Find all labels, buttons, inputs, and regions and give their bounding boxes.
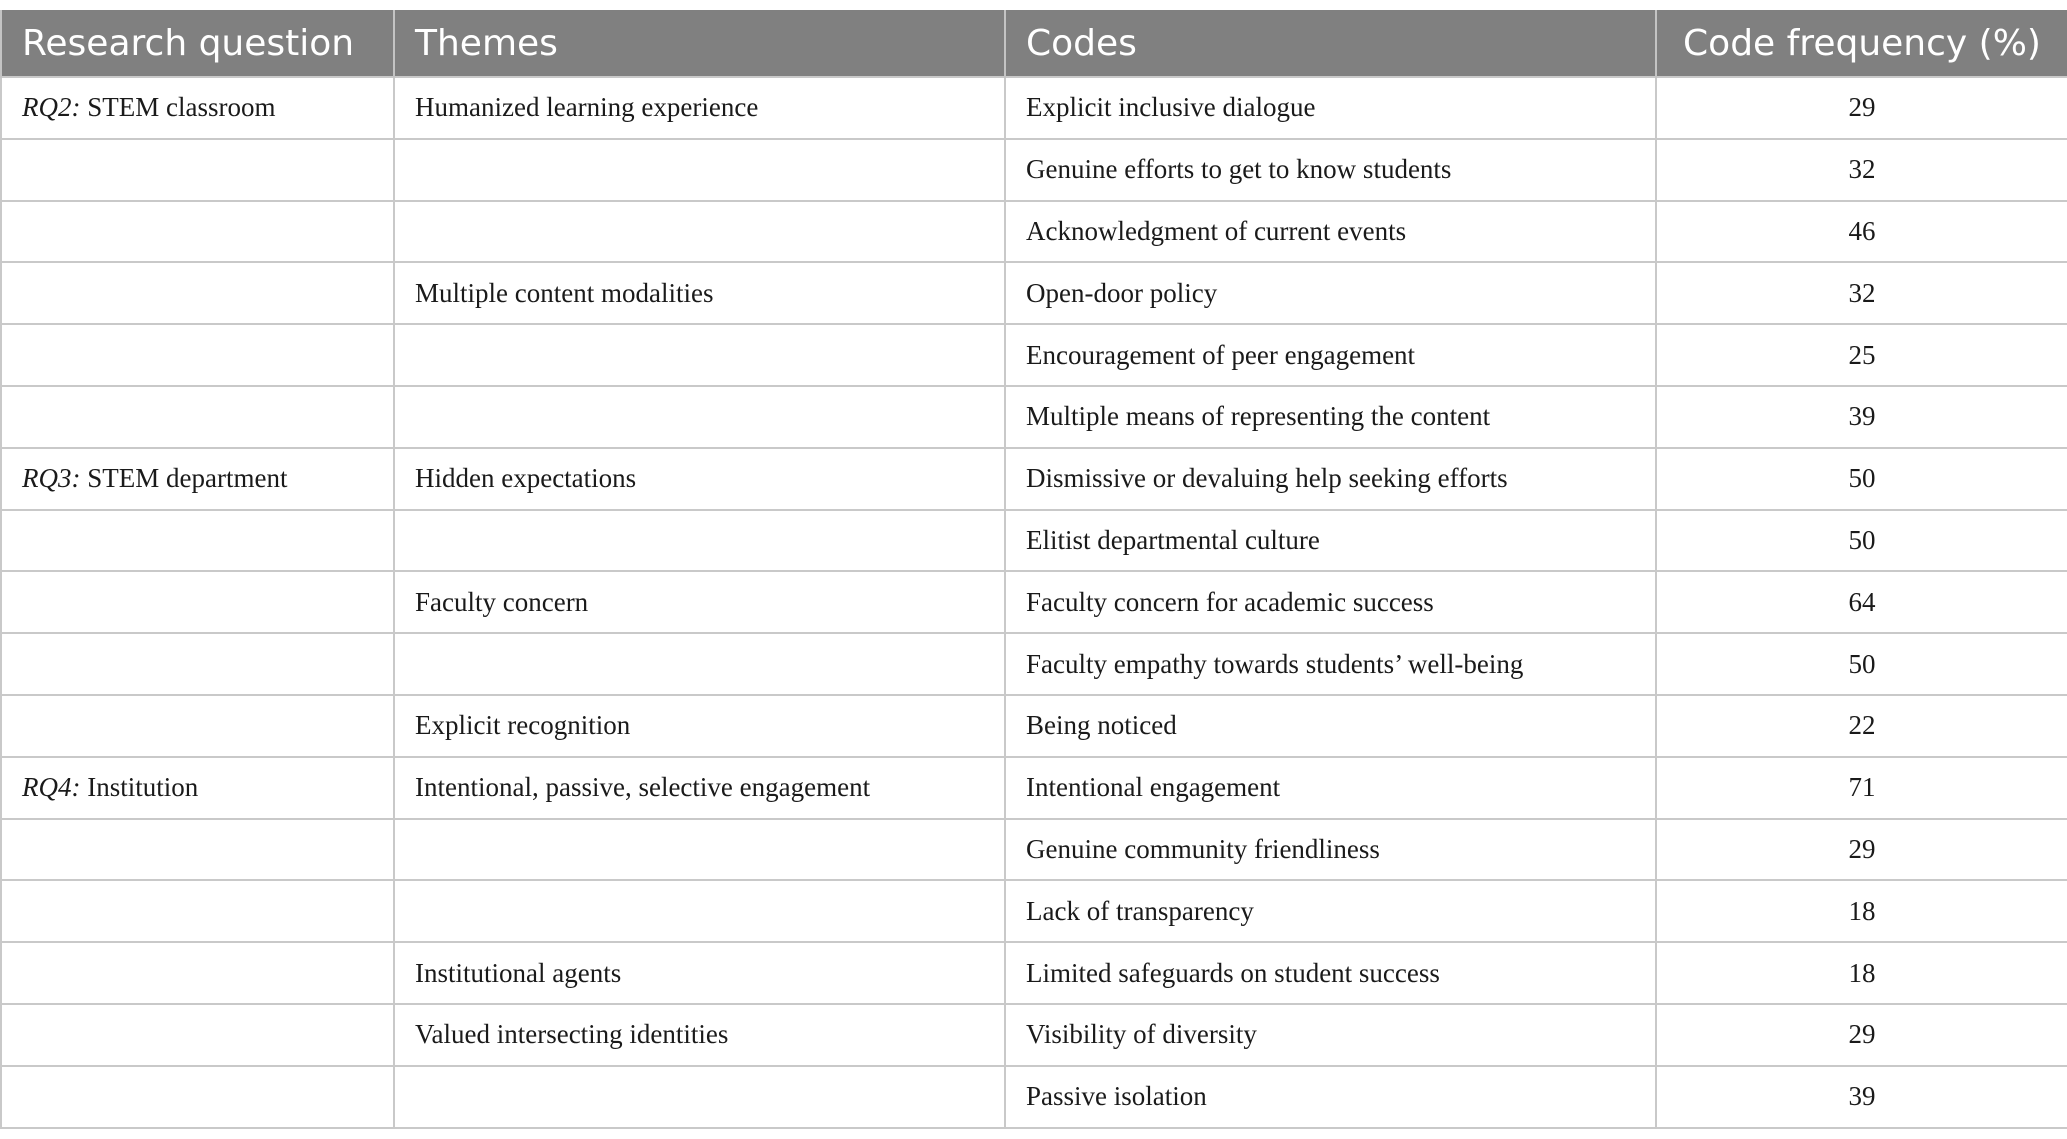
theme-cell: Valued intersecting identities <box>394 1004 1005 1066</box>
code-cell: Lack of transparency <box>1005 880 1656 942</box>
research-question-scope: STEM department <box>80 463 288 494</box>
research-question-scope: Institution <box>80 772 199 803</box>
code-frequency-cell: 46 <box>1656 201 2067 263</box>
table-row <box>1 324 2067 386</box>
code-frequency-cell: 71 <box>1656 757 2067 819</box>
code-frequency-cell: 64 <box>1656 571 2067 633</box>
code-cell: Genuine efforts to get to know students <box>1005 139 1656 201</box>
research-question-cell <box>1 324 394 386</box>
code-cell: Elitist departmental culture <box>1005 510 1656 572</box>
research-question-cell <box>1 880 394 942</box>
code-cell: Genuine community friendliness <box>1005 819 1656 881</box>
table-body <box>1 77 2067 1128</box>
theme-cell <box>394 819 1005 881</box>
research-question-cell <box>1 695 394 757</box>
theme-cell <box>394 1066 1005 1128</box>
research-question-cell <box>1 942 394 1004</box>
code-frequency-cell: 32 <box>1656 139 2067 201</box>
code-frequency-cell: 22 <box>1656 695 2067 757</box>
research-question-cell <box>1 571 394 633</box>
code-frequency-cell: 25 <box>1656 324 2067 386</box>
research-question-cell <box>1 77 394 139</box>
code-frequency-cell: 29 <box>1656 77 2067 139</box>
table-row <box>1 1066 2067 1128</box>
code-cell: Encouragement of peer engagement <box>1005 324 1656 386</box>
table-row <box>1 510 2067 572</box>
research-question-cell <box>1 510 394 572</box>
theme-cell <box>394 633 1005 695</box>
code-cell: Being noticed <box>1005 695 1656 757</box>
header-themes: Themes <box>394 10 1005 77</box>
table-row <box>1 695 2067 757</box>
research-question-cell <box>1 1004 394 1066</box>
code-cell: Open-door policy <box>1005 262 1656 324</box>
header-row <box>1 10 2067 77</box>
code-frequency-cell: 29 <box>1656 1004 2067 1066</box>
code-frequency-cell: 50 <box>1656 448 2067 510</box>
research-question-cell <box>1 1066 394 1128</box>
table-row <box>1 262 2067 324</box>
table-row <box>1 942 2067 1004</box>
table-row <box>1 880 2067 942</box>
research-question-cell <box>1 757 394 819</box>
theme-cell: Institutional agents <box>394 942 1005 1004</box>
research-question-cell <box>1 819 394 881</box>
code-cell: Faculty concern for academic success <box>1005 571 1656 633</box>
code-cell: Acknowledgment of current events <box>1005 201 1656 263</box>
table-row <box>1 77 2067 139</box>
code-frequency-cell: 18 <box>1656 880 2067 942</box>
header-codes: Codes <box>1005 10 1656 77</box>
research-question-cell <box>1 448 394 510</box>
theme-cell: Explicit recognition <box>394 695 1005 757</box>
data-table-container <box>0 10 2067 1129</box>
theme-cell <box>394 880 1005 942</box>
theme-cell <box>394 139 1005 201</box>
table-row <box>1 757 2067 819</box>
theme-cell <box>394 386 1005 448</box>
code-cell: Limited safeguards on student success <box>1005 942 1656 1004</box>
table-row <box>1 1004 2067 1066</box>
code-frequency-cell: 18 <box>1656 942 2067 1004</box>
research-question-scope: STEM classroom <box>80 92 276 123</box>
code-cell: Visibility of diversity <box>1005 1004 1656 1066</box>
code-frequency-cell: 50 <box>1656 510 2067 572</box>
theme-cell <box>394 201 1005 263</box>
table-row <box>1 201 2067 263</box>
theme-cell: Faculty concern <box>394 571 1005 633</box>
theme-cell: Multiple content modalities <box>394 262 1005 324</box>
table-header <box>1 10 2067 77</box>
theme-cell <box>394 510 1005 572</box>
themes-codes-table <box>0 10 2067 1129</box>
table-row <box>1 571 2067 633</box>
code-cell: Dismissive or devaluing help seeking efforts <box>1005 448 1656 510</box>
research-question-cell <box>1 386 394 448</box>
header-code-frequency: Code frequency (%) <box>1656 10 2067 77</box>
table-row <box>1 448 2067 510</box>
code-frequency-cell: 50 <box>1656 633 2067 695</box>
table-row <box>1 139 2067 201</box>
research-question-cell <box>1 139 394 201</box>
research-question-cell <box>1 633 394 695</box>
theme-cell: Humanized learning experience <box>394 77 1005 139</box>
code-frequency-cell: 39 <box>1656 1066 2067 1128</box>
code-frequency-cell: 32 <box>1656 262 2067 324</box>
code-frequency-cell: 39 <box>1656 386 2067 448</box>
theme-cell <box>394 324 1005 386</box>
code-cell: Passive isolation <box>1005 1066 1656 1128</box>
theme-cell: Intentional, passive, selective engagement <box>394 757 1005 819</box>
research-question-label: RQ2: <box>22 92 81 123</box>
code-cell: Explicit inclusive dialogue <box>1005 77 1656 139</box>
code-frequency-cell: 29 <box>1656 819 2067 881</box>
code-cell: Intentional engagement <box>1005 757 1656 819</box>
code-cell: Faculty empathy towards students’ well-being <box>1005 633 1656 695</box>
table-row <box>1 819 2067 881</box>
research-question-cell <box>1 201 394 263</box>
code-cell: Multiple means of representing the content <box>1005 386 1656 448</box>
research-question-label: RQ4: <box>22 772 81 803</box>
table-row <box>1 633 2067 695</box>
header-research-question: Research question <box>1 10 394 77</box>
research-question-cell <box>1 262 394 324</box>
research-question-label: RQ3: <box>22 463 81 494</box>
theme-cell: Hidden expectations <box>394 448 1005 510</box>
table-row <box>1 386 2067 448</box>
